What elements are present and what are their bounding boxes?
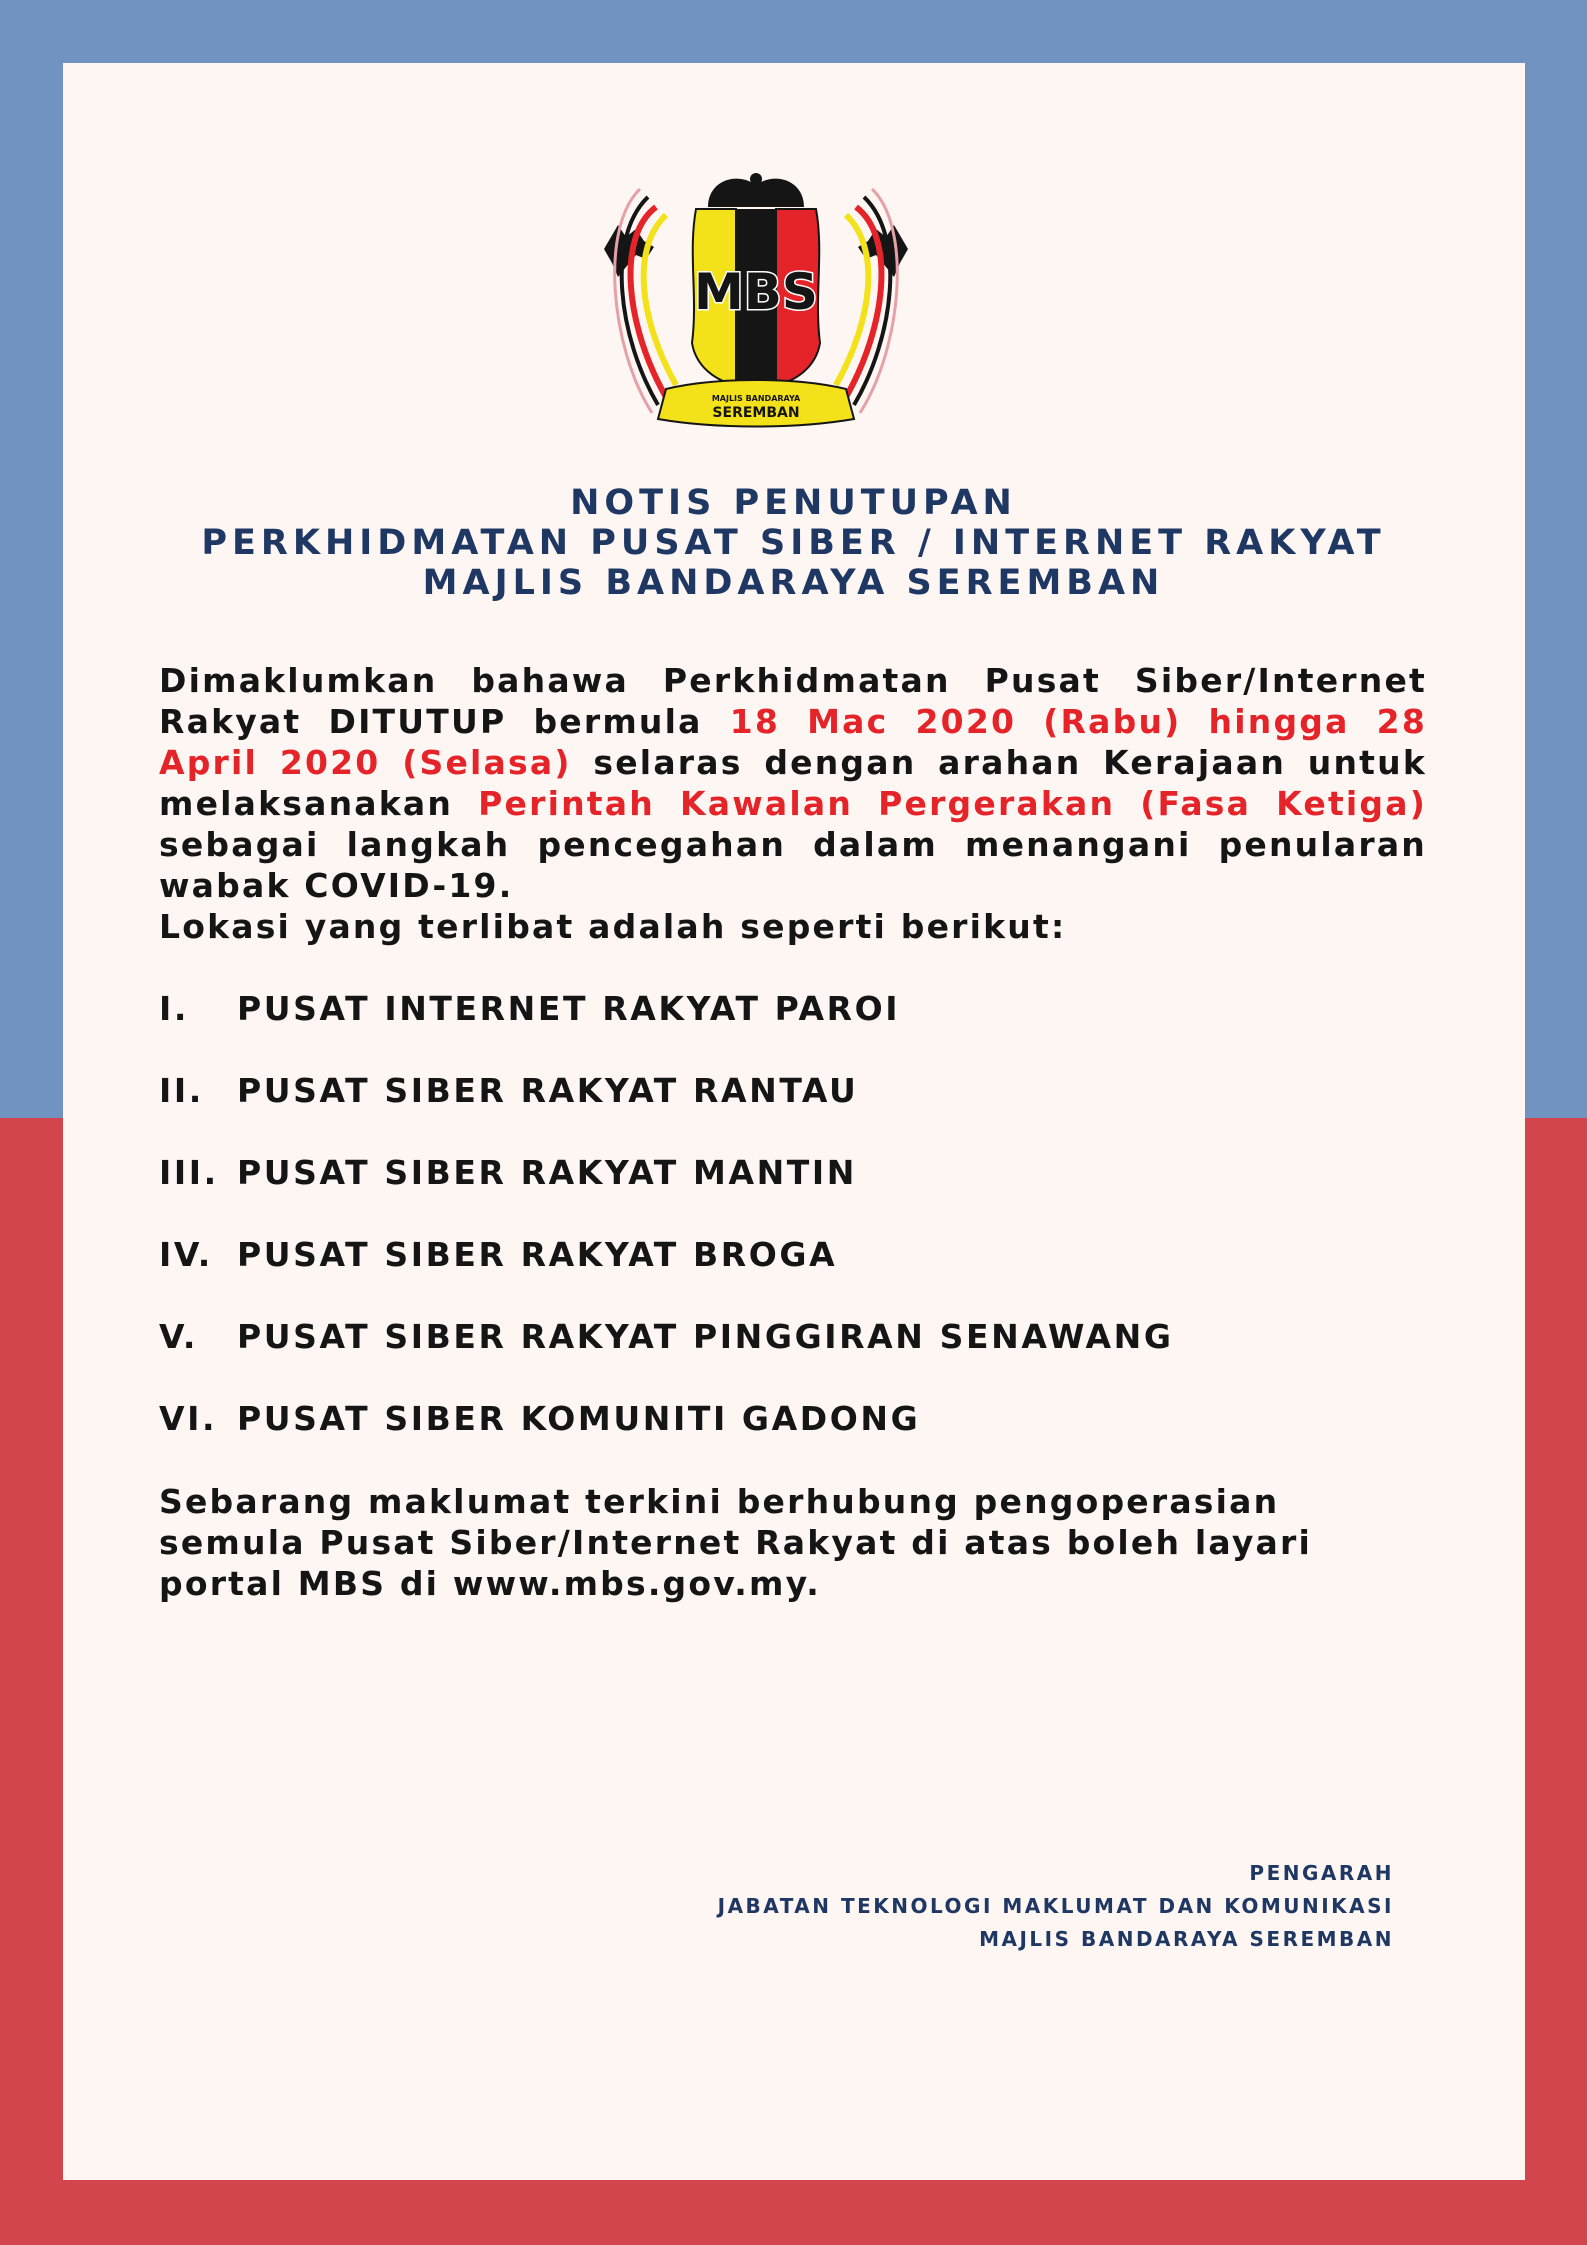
signature-line-2: JABATAN TEKNOLOGI MAKLUMAT DAN KOMUNIKASI — [717, 1894, 1394, 1918]
mbs-crest-icon — [596, 167, 916, 437]
page-title — [0, 483, 1587, 603]
title-line-3: MAJLIS BANDARAYA SEREMBAN — [422, 563, 1165, 603]
signature-block — [718, 1857, 1394, 1956]
title-line-1: NOTIS PENUTUPAN — [570, 483, 1017, 523]
list-item — [159, 1398, 920, 1439]
notice-part-1: Dimaklumkan bahawa Perkhidmatan Pusat Siber/Internet Rakyat DITUTUP bermula — [159, 661, 1427, 741]
signature-line-1: PENGARAH — [1249, 1861, 1394, 1885]
closing-paragraph: Sebarang maklumat terkini berhubung pengoperasian semula Pusat Siber/Internet Rakyat di atas boleh layari portal MBS di www.mbs.gov.my. — [159, 1482, 1313, 1603]
locations-intro: Lokasi yang terlibat adalah seperti berikut: — [159, 907, 1067, 946]
notice-part-3: sebagai langkah pencegahan dalam menangani penularan wabak COVID-19. — [159, 825, 1427, 905]
title-line-2: PERKHIDMATAN PUSAT SIBER / INTERNET RAKYAT — [201, 523, 1386, 563]
list-item-name: PUSAT SIBER RAKYAT BROGA — [237, 1235, 838, 1274]
list-item-number: I. — [159, 989, 190, 1028]
notice-part-2: selaras dengan arahan Kerajaan untuk melaksanakan — [159, 743, 1427, 823]
list-item-number: VI. — [159, 1399, 218, 1438]
list-item-name: PUSAT SIBER KOMUNITI GADONG — [237, 1399, 921, 1438]
list-item-name: PUSAT INTERNET RAKYAT PAROI — [237, 989, 901, 1028]
list-item — [159, 1316, 1174, 1357]
list-item-name: PUSAT SIBER RAKYAT MANTIN — [237, 1153, 858, 1192]
list-item-number: IV. — [159, 1235, 213, 1274]
list-item — [159, 1152, 857, 1193]
list-item-number: V. — [159, 1317, 199, 1356]
list-item-number: II. — [159, 1071, 204, 1110]
notice-paragraph — [159, 660, 1427, 906]
signature-line-3: MAJLIS BANDARAYA SEREMBAN — [979, 1927, 1394, 1951]
logo-ribbon-small-text: MAJLIS BANDARAYA — [711, 394, 801, 403]
notice-order: Perintah Kawalan Pergerakan (Fasa Ketiga) — [478, 784, 1428, 823]
list-item — [159, 1234, 837, 1275]
list-item-number: III. — [159, 1153, 219, 1192]
logo-mbs-text: MBS — [694, 263, 818, 321]
list-item — [159, 988, 900, 1029]
list-item — [159, 1070, 858, 1111]
list-item-name: PUSAT SIBER RAKYAT PINGGIRAN SENAWANG — [237, 1317, 1174, 1356]
logo-ribbon-large-text: SEREMBAN — [712, 405, 800, 421]
list-item-name: PUSAT SIBER RAKYAT RANTAU — [237, 1071, 859, 1110]
notice-dates: 18 Mac 2020 (Rabu) hingga 28 April 2020 (Selasa) — [159, 702, 1427, 782]
